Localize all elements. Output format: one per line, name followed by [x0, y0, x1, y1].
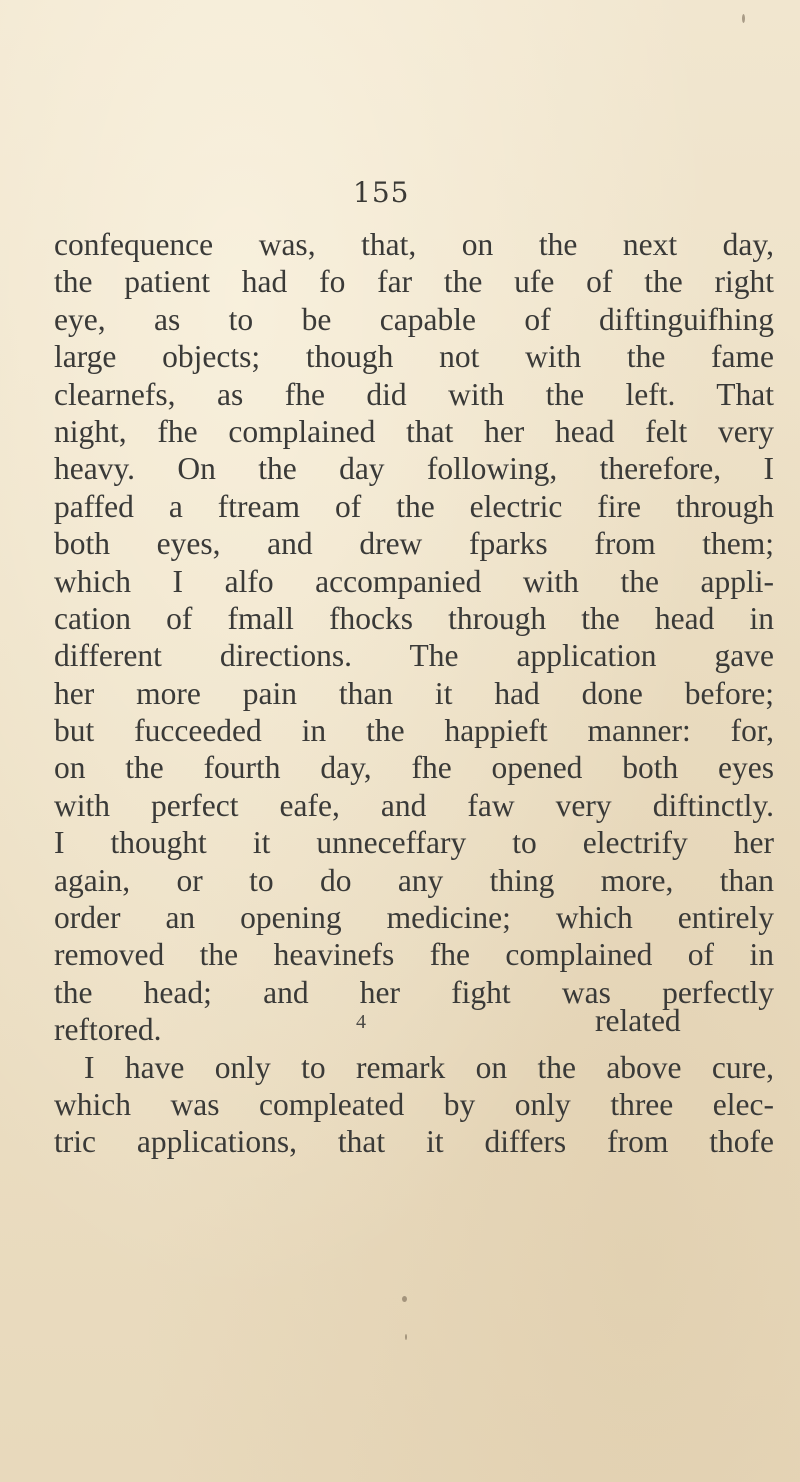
text-line: which was compleated by only three elec- [54, 1086, 774, 1122]
paper-speck [742, 14, 745, 23]
text-line: night, fhe complained that her head felt very [54, 413, 774, 449]
paper-speck [405, 1334, 407, 1340]
text-line: cation of fmall fhocks through the head in [54, 600, 774, 636]
text-line: the patient had fo far the ufe of the right [54, 264, 774, 300]
text-line: both eyes, and drew fparks from them; [54, 526, 774, 562]
text-line: I thought it unneceffary to electrify her [54, 825, 774, 861]
text-line: heavy. On the day following, therefore, I [54, 451, 774, 487]
text-line: different directions. The application gave [54, 638, 774, 674]
text-line: reftored. [54, 1012, 162, 1048]
page-number: 155 [353, 176, 410, 209]
text-line: clearnefs, as fhe did with the left. That [54, 376, 774, 412]
text-line: again, or to do any thing more, than [54, 862, 774, 898]
text-line: removed the heavinefs fhe complained of in [54, 937, 774, 973]
text-line: on the fourth day, fhe opened both eyes [54, 750, 774, 786]
paper-speck [402, 1296, 407, 1302]
text-line: eye, as to be capable of diftinguifhing [54, 301, 774, 337]
text-line: her more pain than it had done before; [54, 675, 774, 711]
text-line: order an opening medicine; which entirely [54, 900, 774, 936]
text-line: the head; and her fight was perfectly [54, 974, 774, 1010]
text-line: with perfect eafe, and faw very diftinctly. [54, 787, 774, 823]
text-line: confequence was, that, on the next day, [54, 227, 774, 262]
text-line: but fucceeded in the happieft manner: for, [54, 713, 774, 749]
signature-mark: 4 [356, 1011, 366, 1033]
text-line: which I alfo accompanied with the appli- [54, 563, 774, 599]
text-line: large objects; though not with the fame [54, 339, 774, 375]
catchword: related [595, 1003, 681, 1038]
text-line: tric applications, that it differs from thofe [54, 1124, 774, 1160]
text-line: I have only to remark on the above cure, [84, 1049, 774, 1085]
text-line: paffed a ftream of the electric fire through [54, 488, 774, 524]
